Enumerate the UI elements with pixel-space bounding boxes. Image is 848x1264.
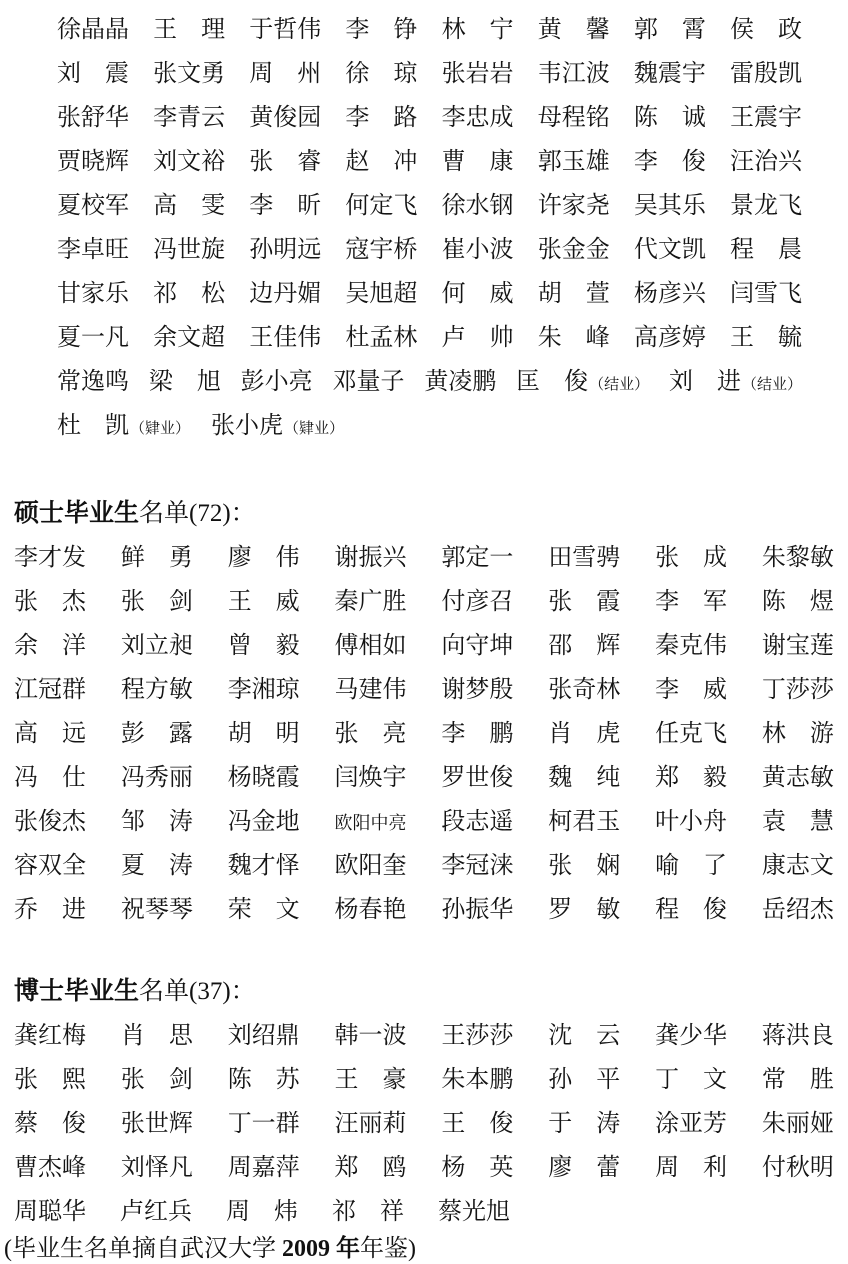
graduate-name: 高彦婷: [633, 325, 706, 351]
graduate-name: 张 霞: [548, 589, 621, 615]
graduate-name: 刘绍鼎: [227, 1023, 300, 1049]
graduate-name: 罗 敏: [548, 897, 621, 923]
graduate-name: 朱黎敏: [761, 545, 834, 571]
graduate-name: 王 豪: [334, 1067, 407, 1093]
graduate-name: 王 俊: [441, 1111, 514, 1137]
graduate-name: 杜孟林: [345, 325, 418, 351]
graduate-name: 陈 苏: [227, 1067, 300, 1093]
graduate-name: 叶小舟: [655, 809, 728, 835]
graduate-name: 周 州: [249, 61, 322, 87]
name-row: [57, 184, 802, 228]
doctors-graduates-heading: [0, 970, 848, 1014]
graduate-name: 袁 慧: [761, 809, 834, 835]
masters-heading-bold: 硕士毕业生: [14, 500, 140, 527]
graduate-name: 王 毓: [729, 325, 802, 351]
graduate-name: 付彦召: [441, 589, 514, 615]
graduate-name: 刘 震: [57, 61, 129, 87]
graduate-name: 程 晨: [729, 237, 802, 263]
graduate-name: 涂亚芳: [655, 1111, 728, 1137]
graduate-name: 王 威: [227, 589, 300, 615]
graduate-name: 李 路: [345, 105, 418, 131]
graduate-name: 杨 英: [441, 1155, 514, 1181]
graduate-name: 许家尧: [537, 193, 610, 219]
graduate-name: 程 俊: [655, 897, 728, 923]
graduate-name: 秦克伟: [655, 633, 728, 659]
graduate-name: 郑 毅: [655, 765, 728, 791]
graduate-name: 刘怿凡: [120, 1155, 193, 1181]
name-row: [57, 52, 802, 96]
graduate-name: 朱 峰: [537, 325, 610, 351]
name-row: [14, 800, 834, 844]
graduate-name: 付秋明: [761, 1155, 834, 1181]
graduate-name: 丁 文: [655, 1067, 728, 1093]
graduate-name: 徐 琼: [345, 61, 418, 87]
graduate-name: 孙明远: [249, 237, 322, 263]
graduate-name: 张 剑: [120, 589, 193, 615]
graduate-name: 李 鹏: [441, 721, 514, 747]
footer-source-note: [0, 1234, 848, 1264]
graduate-name: 刘立昶: [120, 633, 193, 659]
graduate-name: 祁 祥: [332, 1199, 404, 1225]
graduate-name: 林 游: [761, 721, 834, 747]
graduate-name: 韦江波: [537, 61, 610, 87]
name-row: [57, 316, 802, 360]
graduate-name: 冯秀丽: [120, 765, 193, 791]
section-graduate-list-continued: [0, 8, 848, 448]
name-row: [57, 140, 802, 184]
graduate-name: 周聪华: [14, 1199, 86, 1225]
graduate-name: 蔡 俊: [14, 1111, 86, 1137]
graduate-name: 李 铮: [345, 17, 418, 43]
graduate-name: 张 睿: [249, 149, 322, 175]
graduate-name: 周嘉萍: [227, 1155, 300, 1181]
graduate-name: 段志遥: [441, 809, 514, 835]
graduate-name: 蒋洪良: [761, 1023, 834, 1049]
footer-suffix: 年鉴): [360, 1236, 416, 1262]
graduate-name: 刘 进（结业）: [668, 369, 802, 395]
section-masters-graduates: [0, 536, 848, 932]
graduate-name: 郑 鸥: [334, 1155, 407, 1181]
graduate-name: 程方敏: [120, 677, 193, 703]
name-row: [14, 756, 834, 800]
graduate-name: 谢振兴: [334, 545, 407, 571]
graduate-name: 代文凯: [633, 237, 706, 263]
graduate-name: 鲜 勇: [120, 545, 193, 571]
graduate-name: 罗世俊: [441, 765, 514, 791]
graduate-name: 喻 了: [655, 853, 728, 879]
name-row: [57, 96, 802, 140]
graduate-name: 冯金地: [227, 809, 300, 835]
graduate-name: 于哲伟: [249, 17, 322, 43]
graduate-name: 欧阳奎: [334, 853, 407, 879]
graduate-name: 李 昕: [249, 193, 322, 219]
graduate-name: 张金金: [537, 237, 610, 263]
doctors-heading-rest: 名单(37)：: [139, 978, 256, 1005]
masters-graduates-heading: [0, 492, 848, 536]
name-row: [14, 624, 834, 668]
graduate-name: 容双全: [14, 853, 86, 879]
graduate-name: 梁 旭: [148, 369, 221, 395]
graduate-name: 匡 俊（结业）: [516, 369, 650, 395]
status-note: （肄业）: [130, 421, 191, 437]
graduate-name: 田雪骋: [548, 545, 621, 571]
graduate-name: 肖 思: [120, 1023, 193, 1049]
graduate-name: 杨晓霞: [227, 765, 300, 791]
graduate-name: 彭小亮: [240, 369, 313, 395]
graduate-name: 汪丽莉: [334, 1111, 407, 1137]
graduate-name: 夏校军: [57, 193, 129, 219]
name-row: [14, 1146, 834, 1190]
name-row: [14, 536, 834, 580]
masters-heading-rest: 名单(72)：: [139, 500, 256, 527]
graduate-name: 张俊杰: [14, 809, 86, 835]
graduate-name: 卢红兵: [120, 1199, 192, 1225]
graduate-name: 孙 平: [548, 1067, 621, 1093]
graduate-name: 黄 馨: [537, 17, 610, 43]
graduate-name: 沈 云: [548, 1023, 621, 1049]
graduate-name: 廖 伟: [227, 545, 300, 571]
graduate-name: 寇宇桥: [345, 237, 418, 263]
graduate-name: 杜 凯（肄业）: [57, 413, 191, 439]
name-row: [14, 844, 834, 888]
name-row: [57, 360, 802, 404]
graduate-name: 周 炜: [226, 1199, 298, 1225]
graduate-name: 邹 涛: [120, 809, 193, 835]
graduate-name: 卢 帅: [441, 325, 514, 351]
graduate-name: 李 俊: [633, 149, 706, 175]
graduate-name: 廖 蕾: [548, 1155, 621, 1181]
graduate-name: 朱丽娅: [761, 1111, 834, 1137]
graduate-name: 曾 毅: [227, 633, 300, 659]
graduate-name: 郭定一: [441, 545, 514, 571]
graduate-name: 杨春艳: [334, 897, 407, 923]
graduate-name: 张舒华: [57, 105, 129, 131]
name-row: [14, 712, 834, 756]
name-row: [14, 1058, 834, 1102]
graduate-name: 李青云: [153, 105, 226, 131]
graduate-name: 向守坤: [441, 633, 514, 659]
graduate-name: 崔小波: [441, 237, 514, 263]
graduate-name: 雷殷凯: [729, 61, 802, 87]
graduate-name: 任克飞: [655, 721, 728, 747]
footer-year-bold: 2009 年: [282, 1236, 360, 1262]
graduate-name: 肖 虎: [548, 721, 621, 747]
graduate-name: 汪治兴: [729, 149, 802, 175]
graduate-name: 景龙飞: [729, 193, 802, 219]
graduate-name: 岳绍杰: [761, 897, 834, 923]
graduate-name: 傅相如: [334, 633, 407, 659]
graduate-name: 丁一群: [227, 1111, 300, 1137]
graduate-name: 龚红梅: [14, 1023, 86, 1049]
graduate-name: 李 威: [655, 677, 728, 703]
graduate-name: 曹 康: [441, 149, 514, 175]
graduate-name: 母程铭: [537, 105, 610, 131]
graduate-name: 胡 萱: [537, 281, 610, 307]
name-row: [57, 228, 802, 272]
graduate-name: 马建伟: [334, 677, 407, 703]
name-row: [57, 8, 802, 52]
graduate-name: 王震宇: [729, 105, 802, 131]
graduate-name: 柯君玉: [548, 809, 621, 835]
graduate-name: 张 剑: [120, 1067, 193, 1093]
graduate-name: 李湘琼: [227, 677, 300, 703]
graduate-name: 林 宁: [441, 17, 514, 43]
graduate-name: 邵 辉: [548, 633, 621, 659]
section-doctors-graduates: [0, 1014, 848, 1234]
graduate-name: 曹杰峰: [14, 1155, 86, 1181]
graduate-name: 魏 纯: [548, 765, 621, 791]
name-row: [14, 1014, 834, 1058]
graduate-name: 陈 煜: [761, 589, 834, 615]
doctors-heading-bold: 博士毕业生: [14, 978, 140, 1005]
graduate-name: 李忠成: [441, 105, 514, 131]
graduate-name: 江冠群: [14, 677, 86, 703]
graduate-name: 王莎莎: [441, 1023, 514, 1049]
graduate-name: 吴旭超: [345, 281, 418, 307]
graduate-name: 赵 冲: [345, 149, 418, 175]
graduate-name: 欧阳中亮: [334, 813, 407, 833]
graduate-name: 何定飞: [345, 193, 418, 219]
graduate-name: 胡 明: [227, 721, 300, 747]
graduate-name: 张奇林: [548, 677, 621, 703]
graduate-name: 郭玉雄: [537, 149, 610, 175]
graduate-name: 蔡光旭: [438, 1199, 510, 1225]
graduate-name: 闫焕宇: [334, 765, 407, 791]
graduate-name: 徐晶晶: [57, 17, 129, 43]
graduate-name: 边丹媚: [249, 281, 322, 307]
graduate-name: 常逸鸣: [57, 369, 129, 395]
graduate-name: 王 理: [153, 17, 226, 43]
graduate-name: 闫雪飞: [729, 281, 802, 307]
graduate-name: 高 雯: [153, 193, 226, 219]
graduate-name: 祁 松: [153, 281, 226, 307]
graduate-name: 谢梦殷: [441, 677, 514, 703]
graduate-name: 王佳伟: [249, 325, 322, 351]
graduate-name: 冯 仕: [14, 765, 86, 791]
graduate-name: 张岩岩: [441, 61, 514, 87]
name-row: [57, 404, 802, 448]
footer-prefix: (毕业生名单摘自武汉大学: [4, 1236, 282, 1262]
graduate-name: 高 远: [14, 721, 86, 747]
graduate-name: 丁莎莎: [761, 677, 834, 703]
status-note: （结业）: [741, 377, 802, 393]
graduate-name: 刘文裕: [153, 149, 226, 175]
graduate-name: 张 成: [655, 545, 728, 571]
graduate-name: 张文勇: [153, 61, 226, 87]
graduate-name: 张小虎（肄业）: [211, 413, 345, 439]
graduate-name: 张 亮: [334, 721, 407, 747]
graduate-name: 贾晓辉: [57, 149, 129, 175]
name-row: [14, 1190, 834, 1234]
graduate-name: 夏一凡: [57, 325, 129, 351]
name-row: [57, 272, 802, 316]
graduate-name: 孙振华: [441, 897, 514, 923]
graduate-name: 余 洋: [14, 633, 86, 659]
graduate-name: 李才发: [14, 545, 86, 571]
graduate-name: 祝琴琴: [120, 897, 193, 923]
graduate-name: 冯世旋: [153, 237, 226, 263]
graduate-name: 甘家乐: [57, 281, 129, 307]
graduate-name: 秦广胜: [334, 589, 407, 615]
graduate-name: 张 娴: [548, 853, 621, 879]
graduate-name: 荣 文: [227, 897, 300, 923]
name-row: [14, 580, 834, 624]
graduate-name: 魏才怿: [227, 853, 300, 879]
graduate-name: 韩一波: [334, 1023, 407, 1049]
graduate-name: 于 涛: [548, 1111, 621, 1137]
graduate-name: 吴其乐: [633, 193, 706, 219]
graduate-name: 谢宝莲: [761, 633, 834, 659]
name-row: [14, 888, 834, 932]
graduate-name: 何 威: [441, 281, 514, 307]
graduate-name: 张世辉: [120, 1111, 193, 1137]
graduate-name: 常 胜: [761, 1067, 834, 1093]
graduate-name: 郭 霄: [633, 17, 706, 43]
graduate-name: 周 利: [655, 1155, 728, 1181]
name-row: [14, 668, 834, 712]
graduate-name: 康志文: [761, 853, 834, 879]
graduate-name: 黄俊园: [249, 105, 322, 131]
graduate-name: 邓量子: [332, 369, 405, 395]
graduate-name: 余文超: [153, 325, 226, 351]
graduate-name: 徐水钢: [441, 193, 514, 219]
graduate-name: 杨彦兴: [633, 281, 706, 307]
graduate-name: 夏 涛: [120, 853, 193, 879]
graduate-name: 李卓旺: [57, 237, 129, 263]
name-row: [14, 1102, 834, 1146]
graduate-name: 李 军: [655, 589, 728, 615]
graduate-name: 彭 露: [120, 721, 193, 747]
status-note: （肄业）: [284, 421, 345, 437]
graduate-name: 黄志敏: [761, 765, 834, 791]
status-note: （结业）: [589, 377, 650, 393]
graduate-name: 张 熙: [14, 1067, 86, 1093]
graduate-name: 黄凌鹏: [424, 369, 497, 395]
graduate-name: 龚少华: [655, 1023, 728, 1049]
graduate-name: 侯 政: [729, 17, 802, 43]
graduate-name: 乔 进: [14, 897, 86, 923]
graduate-name: 陈 诚: [633, 105, 706, 131]
graduate-name: 张 杰: [14, 589, 86, 615]
graduate-name: 李冠涞: [441, 853, 514, 879]
graduate-name: 朱本鹏: [441, 1067, 514, 1093]
graduate-name: 魏震宇: [633, 61, 706, 87]
